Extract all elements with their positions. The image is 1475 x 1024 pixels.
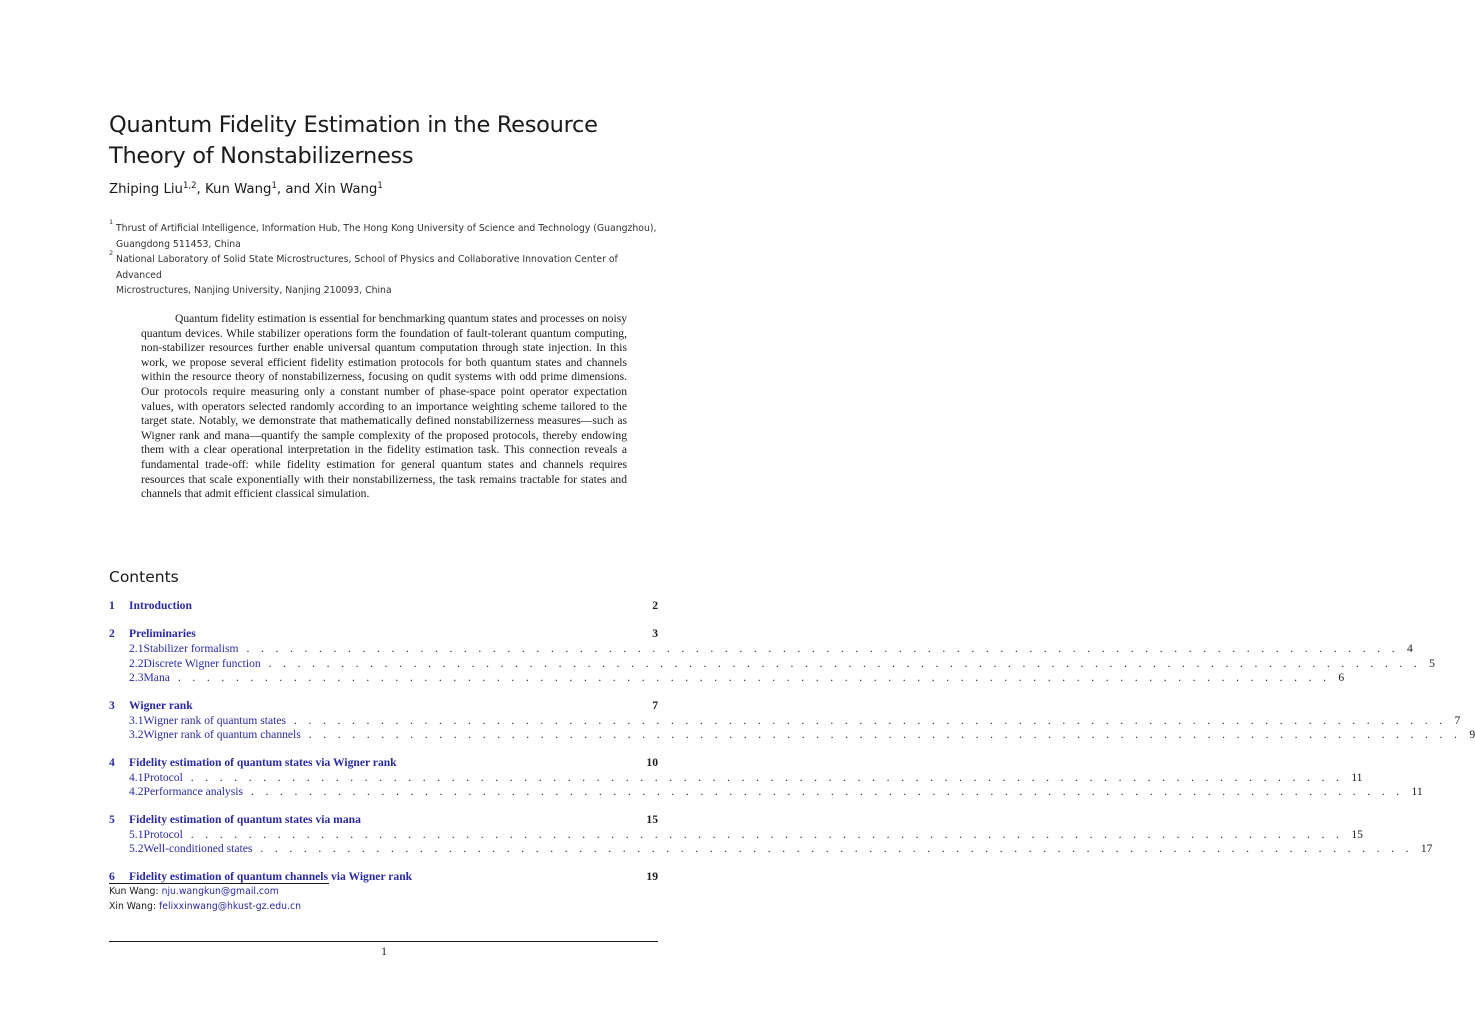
toc-page-number: 5 [1429,656,1435,670]
toc-subsection-number: 2.1 [129,642,144,655]
toc-subsection-number: 5.2 [129,842,144,855]
toc-page-number: 3 [652,627,658,640]
toc-section-title[interactable]: Fidelity estimation of quantum channels via Wigner rank [129,869,413,883]
contents-heading: Contents [109,568,179,586]
page-bottom-rule [109,941,658,942]
footnote-label: Xin Wang: [109,900,157,912]
footnote-label: Kun Wang: [109,886,159,897]
toc-section-1[interactable] [109,598,658,614]
toc-gap [109,800,658,812]
toc-leader-dots: . . . . . . . . . . . . . . . . . . . . . . . . . . . . . . . . . . . . . . . . . . . . . . . . . . . . . . . . . . . . . . . . . . . . . . . . . . . . . . . . [190,827,1344,841]
toc-subsection-4.2[interactable] [109,785,1423,800]
toc-gap [109,614,658,626]
toc-leader-dots: . . . . . . . . . . . . . . . . . . . . . . . . . . . . . . . . . . . . . . . . . . . . . . . . . . . . . . . . . . . . . . . . . . . . . . . . . . . . . . . . [250,785,1404,798]
toc-gap [109,686,658,698]
toc-page-number: 17 [1420,842,1433,855]
toc-section-title[interactable]: Preliminaries [129,627,196,640]
author-separator: , and [276,182,315,197]
toc-gap [109,857,658,869]
toc-section-title[interactable]: Introduction [129,599,192,612]
toc-section-number: 3 [109,698,115,712]
toc-subsection-title[interactable]: Wigner rank of quantum channels [143,728,301,741]
toc-leader-dots: . . . . . . . . . . . . . . . . . . . . . . . . . . . . . . . . . . . . . . . . . . . . . . . . . . . . . . . . . . . . . . . . . . . . . . . . . . . . . . . . [268,656,1422,670]
toc-page-number: 11 [1411,785,1423,798]
author-name: Zhiping Liu [109,182,183,197]
toc-section-title[interactable]: Fidelity estimation of quantum states via Wigner rank [129,755,397,769]
toc-subsection-number: 2.3 [129,671,144,684]
toc-page-number: 4 [1407,642,1413,655]
toc-page-number: 7 [652,698,658,712]
toc-subsection-title[interactable]: Protocol [143,827,183,841]
toc-section-title[interactable]: Wigner rank [129,698,193,712]
toc-subsection-title[interactable]: Discrete Wigner function [143,656,261,670]
affiliation-line: National Laboratory of Solid State Microstructures, School of Physics and Collaborative Innovation Center of Advanced [116,254,618,281]
affiliation-line: Microstructures, Nanjing University, Nanjing 210093, China [116,285,392,297]
toc-subsection-number: 5.1 [129,827,144,841]
toc-page-number: 15 [1351,827,1363,841]
toc-page-number: 11 [1351,770,1363,784]
toc-section-number: 4 [109,755,115,769]
toc-page-number: 19 [646,869,658,883]
toc-page-number: 10 [646,755,658,769]
toc-section-number: 6 [109,869,115,883]
author-affil-mark: 1 [377,181,383,191]
table-of-contents [109,598,1475,885]
footnote-rule [109,883,329,884]
author-list [109,180,383,200]
toc-page-number: 2 [652,599,658,612]
toc-leader-dots: . . . . . . . . . . . . . . . . . . . . . . . . . . . . . . . . . . . . . . . . . . . . . . . . . . . . . . . . . . . . . . . . . . . . . . . . . . . . . . . . [293,713,1447,727]
toc-leader-dots: . . . . . . . . . . . . . . . . . . . . . . . . . . . . . . . . . . . . . . . . . . . . . . . . . . . . . . . . . . . . . . . . . . . . . . . . . . . . . . . . [177,671,1331,684]
toc-page-number: 9 [1469,728,1475,741]
toc-section-3[interactable] [109,698,658,714]
abstract: Quantum fidelity estimation is essential for benchmarking quantum states and processes on noisy quantum devices. While stabilizer operations form the foundation of fault-tolerant quantum computing, non-stabilizer resources further enable universal quantum computation through state injection. In this work, we propose several efficient fidelity estimation protocols for both quantum states and channels within the resource theory of nonstabilizerness, focusing on qudit systems with odd prime dimensions. Our protocols require measuring only a constant number of phase-space point operator expectation values, with operators selected randomly according to an importance weighting scheme tailored to the target state. Notably, we demonstrate that mathematically defined nonstabilizerness measures—such as Wigner rank and mana—quantify the sample complexity of the proposed protocols, thereby endowing them with a clear operational interpretation in the fidelity estimation task. This connection reveals a fundamental trade-off: while fidelity estimation for general quantum states and channels requires resources that scale exponentially with their nonstabilizerness, the task remains tractable for states and channels that admit efficient classical simulation. [141,312,627,501]
toc-section-5[interactable] [109,812,658,828]
toc-gap [109,743,658,755]
affiliation-mark: 1 [109,218,114,226]
author-name: Xin Wang [314,182,378,197]
toc-subsection-number: 3.2 [129,728,144,741]
toc-page-number: 6 [1338,671,1345,684]
affiliation-line: Thrust of Artificial Intelligence, Information Hub, The Hong Kong University of Science and Technology (Guangzhou), [116,223,657,234]
affiliation-2 [109,249,661,299]
toc-page-number: 7 [1454,713,1461,727]
email-link[interactable]: nju.wangkun@gmail.com [161,886,279,897]
toc-subsection-title[interactable]: Stabilizer formalism [143,642,239,655]
footnote [109,885,301,900]
author-affil-mark: 1,2 [183,181,197,191]
affiliation-mark: 2 [109,249,114,258]
footnote [109,900,301,915]
toc-leader-dots: . . . . . . . . . . . . . . . . . . . . . . . . . . . . . . . . . . . . . . . . . . . . . . . . . . . . . . . . . . . . . . . . . . . . . . . . . . . . . . . . [260,842,1413,855]
affiliation-1 [109,218,661,252]
toc-subsection-5.1[interactable] [109,827,1363,843]
footnotes [109,885,301,914]
affiliation-line: Guangdong 511453, China [116,238,241,250]
toc-subsection-2.1[interactable] [109,642,1413,657]
toc-section-4[interactable] [109,755,658,771]
toc-subsection-title[interactable]: Well-conditioned states [143,842,253,855]
author-affil-mark: 1 [271,181,277,191]
toc-subsection-3.1[interactable] [109,713,1461,729]
toc-page-number: 15 [646,812,658,826]
toc-subsection-title[interactable]: Mana [143,671,170,684]
toc-subsection-number: 4.1 [129,770,144,784]
page-number: 1 [381,945,387,958]
author-name: Kun Wang [205,182,272,197]
toc-subsection-3.2[interactable] [109,728,1475,743]
affiliations [109,218,661,299]
toc-subsection-2.2[interactable] [109,656,1435,672]
toc-section-number: 2 [109,627,115,640]
toc-subsection-5.2[interactable] [109,842,1433,857]
toc-subsection-title[interactable]: Performance analysis [143,785,243,798]
toc-leader-dots: . . . . . . . . . . . . . . . . . . . . . . . . . . . . . . . . . . . . . . . . . . . . . . . . . . . . . . . . . . . . . . . . . . . . . . . . . . . . . . . . [246,642,1399,655]
toc-section-title[interactable]: Fidelity estimation of quantum states via mana [129,812,361,826]
toc-subsection-title[interactable]: Protocol [143,770,183,784]
toc-section-2[interactable] [109,626,658,642]
toc-leader-dots: . . . . . . . . . . . . . . . . . . . . . . . . . . . . . . . . . . . . . . . . . . . . . . . . . . . . . . . . . . . . . . . . . . . . . . . . . . . . . . . . [308,728,1462,741]
toc-subsection-title[interactable]: Wigner rank of quantum states [143,713,286,727]
toc-section-number: 1 [109,599,115,612]
toc-leader-dots: . . . . . . . . . . . . . . . . . . . . . . . . . . . . . . . . . . . . . . . . . . . . . . . . . . . . . . . . . . . . . . . . . . . . . . . . . . . . . . . . [190,770,1344,784]
email-link[interactable]: felixxinwang@hkust-gz.edu.cn [159,900,301,912]
toc-section-number: 5 [109,812,115,826]
toc-subsection-number: 4.2 [129,785,144,798]
toc-subsection-number: 2.2 [129,656,144,670]
toc-subsection-2.3[interactable] [109,671,1345,686]
paper-title: Quantum Fidelity Estimation in the Resource Theory of Nonstabilizerness [109,112,598,169]
toc-subsection-number: 3.1 [129,713,144,727]
toc-subsection-4.1[interactable] [109,770,1363,786]
author-separator: , [196,182,205,197]
